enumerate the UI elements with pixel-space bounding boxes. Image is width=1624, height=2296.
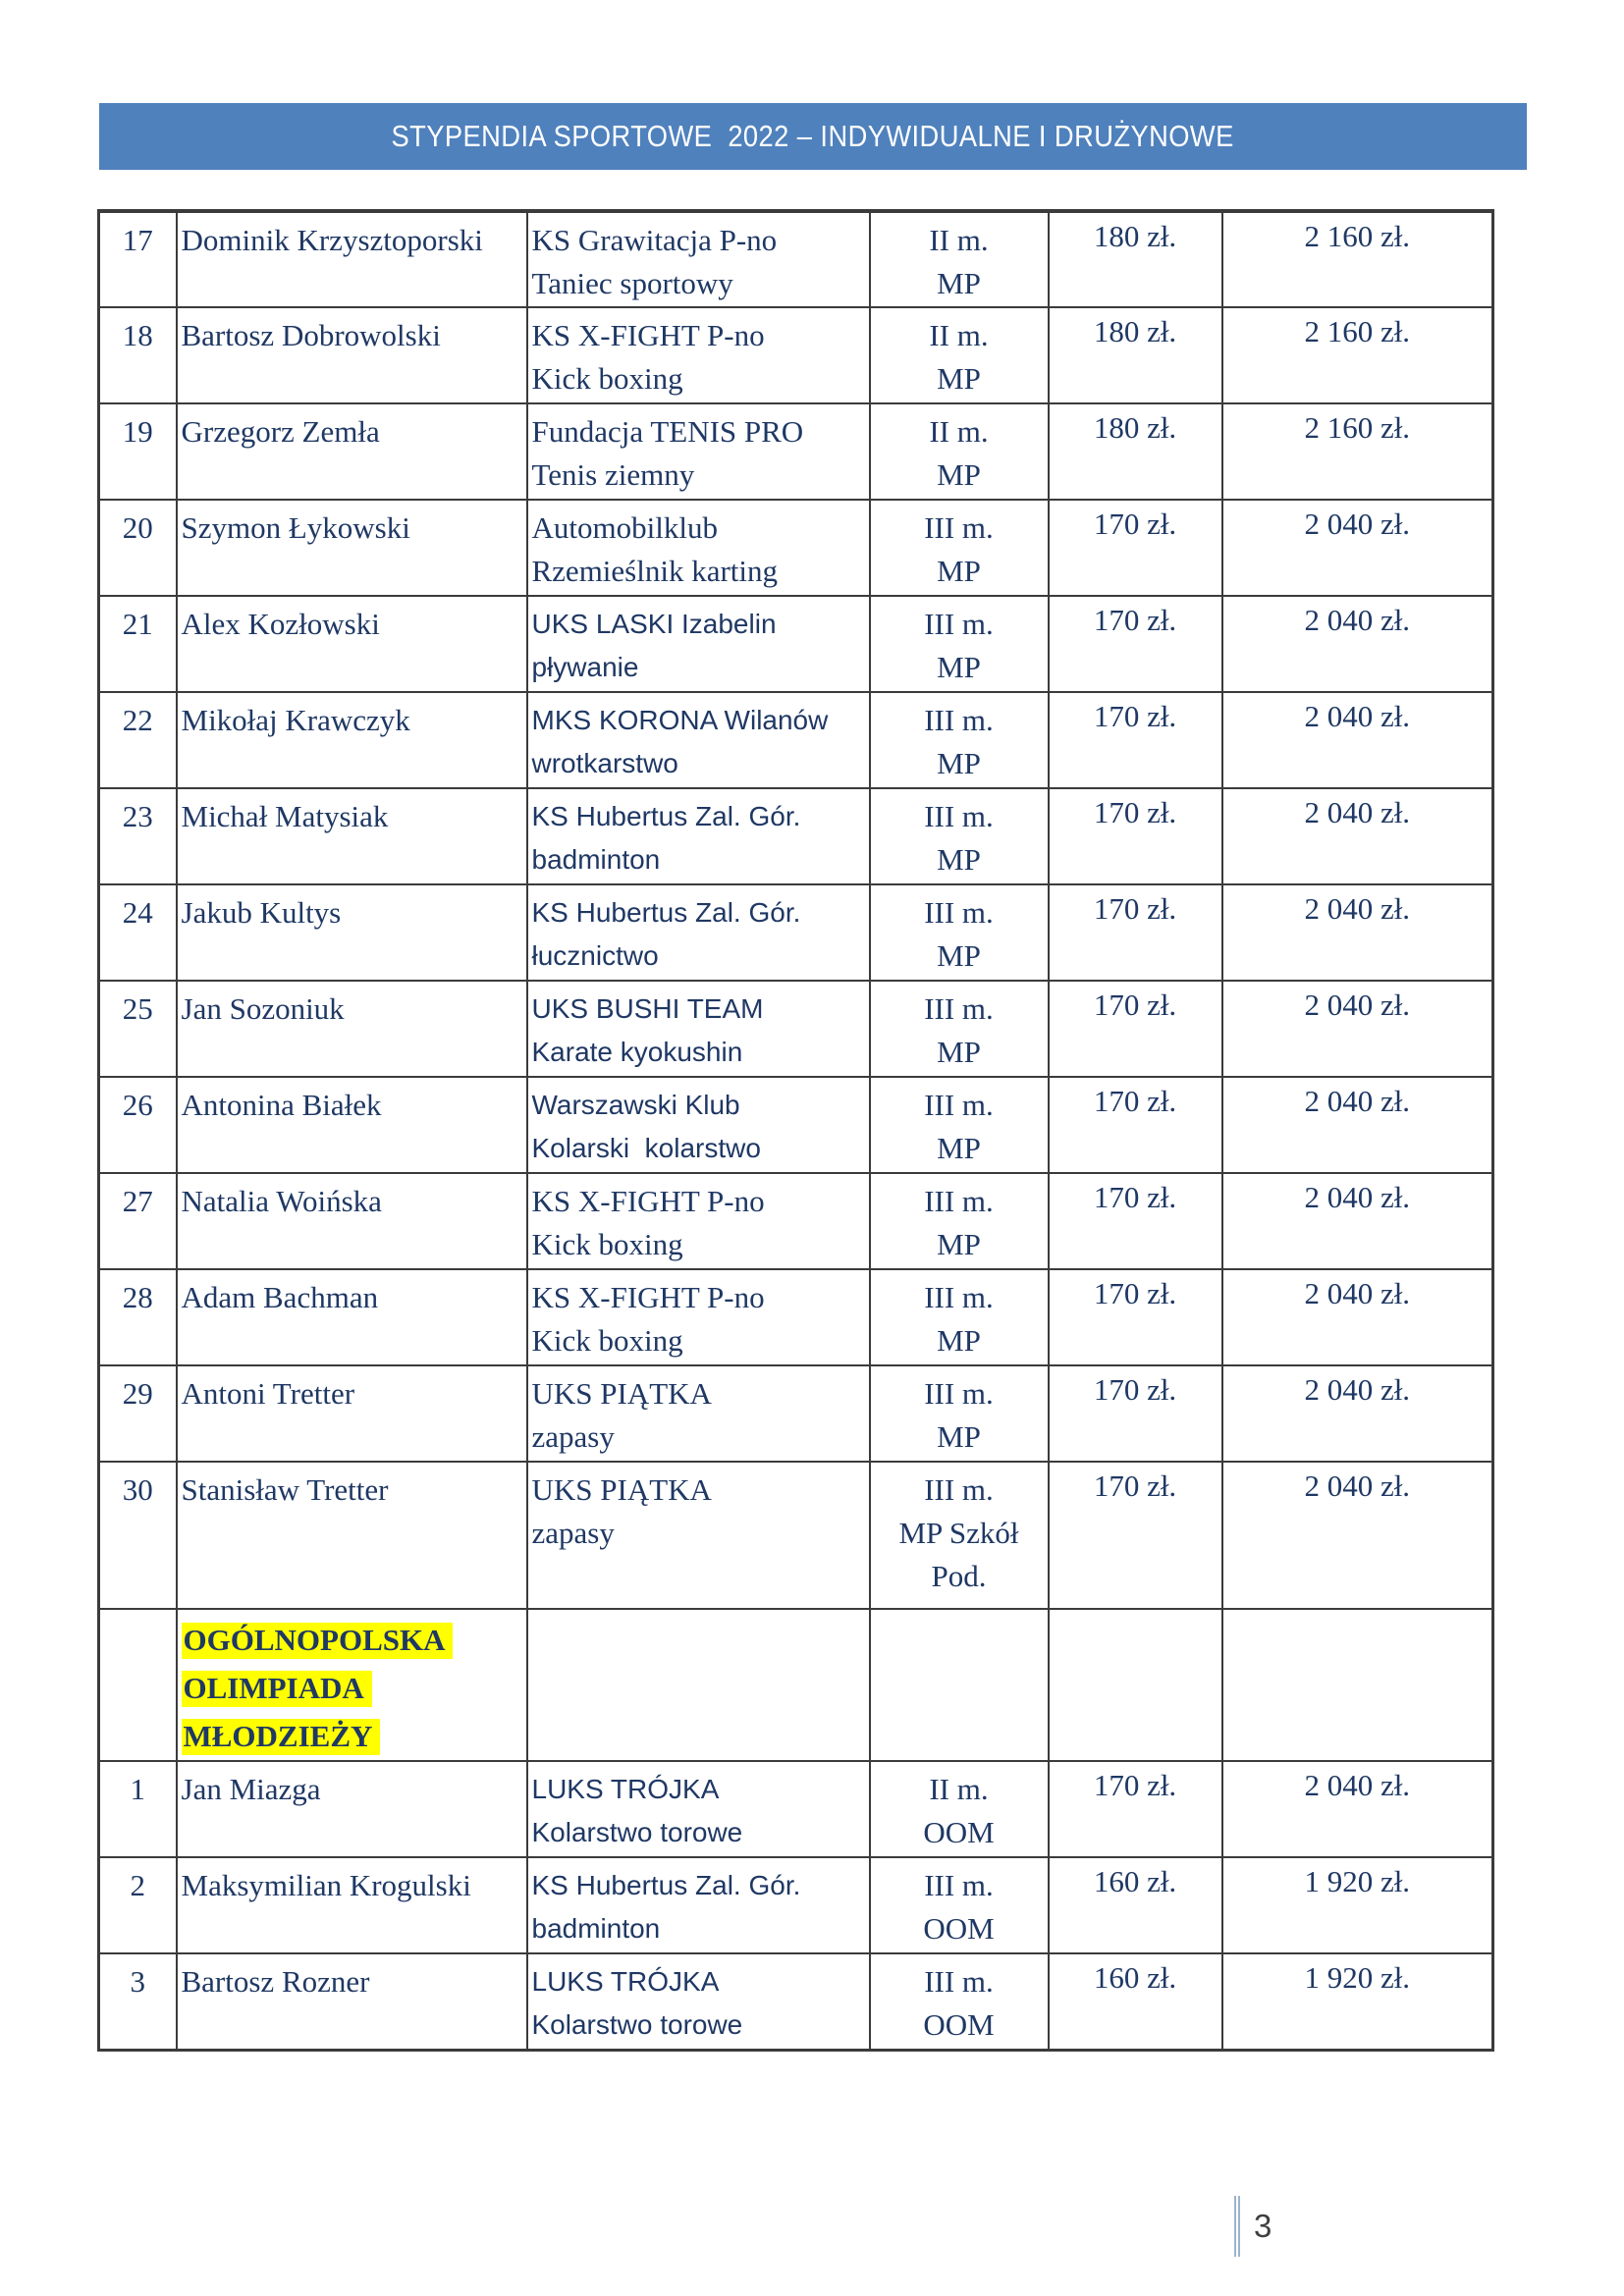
- place-cell: [870, 884, 1049, 981]
- club-line: LUKS TRÓJKA: [531, 1774, 720, 1804]
- monthly-amount-cell: 170 zł.: [1049, 1173, 1222, 1269]
- athlete-name-cell: Antoni Tretter: [177, 1365, 527, 1462]
- table-row: [99, 1462, 1493, 1609]
- athlete-name-cell: Alex Kozłowski: [177, 596, 527, 692]
- row-number-cell: 1: [99, 1761, 177, 1857]
- club-discipline-cell: [527, 1077, 870, 1173]
- place-line: MP: [937, 1035, 981, 1069]
- athlete-name-cell: Szymon Łykowski: [177, 500, 527, 596]
- place-cell: [870, 1077, 1049, 1173]
- athlete-name-cell: Bartosz Dobrowolski: [177, 307, 527, 403]
- club-discipline-cell: [527, 403, 870, 500]
- club-line: LUKS TRÓJKA: [531, 1966, 720, 1997]
- club-discipline-cell: [527, 500, 870, 596]
- table-row: [99, 884, 1493, 981]
- place-line: III m.: [924, 799, 994, 833]
- place-line: III m.: [924, 1868, 994, 1902]
- club-discipline-cell: [527, 692, 870, 788]
- club-line: łucznictwo: [531, 940, 659, 971]
- monthly-amount-cell: 170 zł.: [1049, 596, 1222, 692]
- table-row: [99, 1857, 1493, 1953]
- club-discipline-cell: [527, 596, 870, 692]
- club-discipline-cell: [527, 1857, 870, 1953]
- table-row: [99, 1077, 1493, 1173]
- club-line: badminton: [531, 844, 661, 875]
- row-number-cell: 27: [99, 1173, 177, 1269]
- monthly-amount-cell: 170 zł.: [1049, 884, 1222, 981]
- place-line: MP: [937, 1227, 981, 1261]
- table-row: [99, 596, 1493, 692]
- section-title-cell: [177, 1609, 527, 1761]
- total-amount-cell: 2 160 zł.: [1222, 307, 1493, 403]
- place-line: OOM: [923, 2007, 995, 2042]
- club-line: KS X-FIGHT P-no: [531, 1280, 765, 1314]
- page-number-footer: [1234, 2196, 1272, 2257]
- club-line: Automobilklub: [531, 510, 718, 545]
- athlete-name-cell: Dominik Krzysztoporski: [177, 211, 527, 307]
- place-line: II m.: [929, 318, 989, 352]
- table-row: [99, 692, 1493, 788]
- club-line: KS X-FIGHT P-no: [531, 318, 765, 352]
- row-number-cell: 24: [99, 884, 177, 981]
- row-number-cell: 17: [99, 211, 177, 307]
- total-amount-cell: 2 040 zł.: [1222, 692, 1493, 788]
- place-line: III m.: [924, 1376, 994, 1411]
- club-discipline-cell: [527, 1269, 870, 1365]
- club-line: KS X-FIGHT P-no: [531, 1184, 765, 1218]
- club-discipline-cell: [527, 1953, 870, 2050]
- place-cell: [870, 1365, 1049, 1462]
- place-line: II m.: [929, 223, 989, 257]
- monthly-amount-cell: [1049, 1609, 1222, 1761]
- place-cell: [870, 1761, 1049, 1857]
- row-number-cell: 28: [99, 1269, 177, 1365]
- place-line: III m.: [924, 991, 994, 1026]
- table-row: [99, 500, 1493, 596]
- total-amount-cell: 2 040 zł.: [1222, 500, 1493, 596]
- place-line: MP: [937, 554, 981, 588]
- total-amount-cell: [1222, 1609, 1493, 1761]
- total-amount-cell: 2 040 zł.: [1222, 1077, 1493, 1173]
- club-discipline-cell: [527, 884, 870, 981]
- row-number-cell: 22: [99, 692, 177, 788]
- club-discipline-cell: [527, 211, 870, 307]
- row-number-cell: 23: [99, 788, 177, 884]
- place-line: MP: [937, 938, 981, 973]
- place-line: MP: [937, 650, 981, 684]
- athlete-name-cell: Mikołaj Krawczyk: [177, 692, 527, 788]
- club-discipline-cell: [527, 1365, 870, 1462]
- table-row: [99, 1269, 1493, 1365]
- athlete-name-cell: Jakub Kultys: [177, 884, 527, 981]
- club-line: Warszawski Klub: [531, 1090, 740, 1120]
- club-line: Kick boxing: [531, 1227, 683, 1261]
- total-amount-cell: 1 920 zł.: [1222, 1857, 1493, 1953]
- club-line: Kolarstwo torowe: [531, 1817, 743, 1847]
- monthly-amount-cell: 170 zł.: [1049, 1077, 1222, 1173]
- club-discipline-cell: [527, 1462, 870, 1609]
- club-line: Fundacja TENIS PRO: [531, 414, 804, 449]
- table-row: [99, 1173, 1493, 1269]
- place-line: MP Szkół: [898, 1516, 1019, 1550]
- club-discipline-cell: [527, 1609, 870, 1761]
- total-amount-cell: 2 040 zł.: [1222, 1173, 1493, 1269]
- place-line: III m.: [924, 1184, 994, 1218]
- row-number-cell: 26: [99, 1077, 177, 1173]
- place-line: MP: [937, 1323, 981, 1358]
- row-number-cell: 25: [99, 981, 177, 1077]
- athlete-name-cell: Michał Matysiak: [177, 788, 527, 884]
- club-line: pływanie: [531, 652, 639, 682]
- athlete-name-cell: Maksymilian Krogulski: [177, 1857, 527, 1953]
- highlighted-text: OGÓLNOPOLSKA: [182, 1623, 454, 1659]
- club-line: Tenis ziemny: [531, 457, 695, 492]
- club-discipline-cell: [527, 1761, 870, 1857]
- place-cell: [870, 1462, 1049, 1609]
- table-row: [99, 1761, 1493, 1857]
- section-title-line: [182, 1664, 522, 1712]
- monthly-amount-cell: 170 zł.: [1049, 1761, 1222, 1857]
- page-number: 3: [1254, 2208, 1272, 2244]
- place-line: III m.: [924, 1964, 994, 1999]
- total-amount-cell: 2 040 zł.: [1222, 1365, 1493, 1462]
- place-line: III m.: [924, 1088, 994, 1122]
- place-line: MP: [937, 361, 981, 396]
- section-title-line: [182, 1616, 522, 1664]
- place-line: III m.: [924, 703, 994, 737]
- club-line: UKS PIĄTKA: [531, 1376, 712, 1411]
- club-discipline-cell: [527, 788, 870, 884]
- row-number-cell: 20: [99, 500, 177, 596]
- table-row: [99, 307, 1493, 403]
- club-line: UKS PIĄTKA: [531, 1472, 712, 1507]
- scholarship-table-body: [99, 211, 1493, 2050]
- monthly-amount-cell: 170 zł.: [1049, 500, 1222, 596]
- monthly-amount-cell: 170 zł.: [1049, 1269, 1222, 1365]
- total-amount-cell: 2 160 zł.: [1222, 403, 1493, 500]
- club-line: wrotkarstwo: [531, 748, 678, 778]
- document-title: STYPENDIA SPORTOWE 2022 – INDYWIDUALNE I DRUŻYNOWE: [391, 119, 1235, 153]
- place-line: OOM: [923, 1911, 995, 1946]
- club-line: UKS LASKI Izabelin: [531, 609, 777, 639]
- total-amount-cell: 2 040 zł.: [1222, 1761, 1493, 1857]
- total-amount-cell: 2 040 zł.: [1222, 1462, 1493, 1609]
- place-line: MP: [937, 1419, 981, 1454]
- club-line: UKS BUSHI TEAM: [531, 993, 764, 1024]
- club-line: Taniec sportowy: [531, 266, 733, 300]
- athlete-name-cell: Stanisław Tretter: [177, 1462, 527, 1609]
- place-cell: [870, 211, 1049, 307]
- monthly-amount-cell: 180 zł.: [1049, 307, 1222, 403]
- row-number-cell: 18: [99, 307, 177, 403]
- place-line: III m.: [924, 607, 994, 641]
- row-number-cell: 3: [99, 1953, 177, 2050]
- monthly-amount-cell: 170 zł.: [1049, 788, 1222, 884]
- monthly-amount-cell: 160 zł.: [1049, 1953, 1222, 2050]
- monthly-amount-cell: 170 zł.: [1049, 1365, 1222, 1462]
- place-cell: [870, 1609, 1049, 1761]
- place-cell: [870, 307, 1049, 403]
- place-line: OOM: [923, 1815, 995, 1849]
- place-line: MP: [937, 457, 981, 492]
- place-line: III m.: [924, 1280, 994, 1314]
- club-line: KS Hubertus Zal. Gór.: [531, 897, 801, 928]
- scholarship-table: [97, 209, 1494, 2052]
- club-line: KS Hubertus Zal. Gór.: [531, 1870, 801, 1900]
- place-line: Pod.: [931, 1559, 987, 1593]
- athlete-name-cell: Grzegorz Zemła: [177, 403, 527, 500]
- place-line: III m.: [924, 510, 994, 545]
- place-line: MP: [937, 1131, 981, 1165]
- place-line: II m.: [929, 414, 989, 449]
- place-cell: [870, 1857, 1049, 1953]
- place-cell: [870, 403, 1049, 500]
- monthly-amount-cell: 180 zł.: [1049, 211, 1222, 307]
- highlighted-text: OLIMPIADA: [182, 1671, 372, 1707]
- row-number-cell: 19: [99, 403, 177, 500]
- place-line: MP: [937, 746, 981, 780]
- place-line: MP: [937, 842, 981, 877]
- club-line: Kolarstwo torowe: [531, 2009, 743, 2040]
- athlete-name-cell: Jan Sozoniuk: [177, 981, 527, 1077]
- monthly-amount-cell: 170 zł.: [1049, 981, 1222, 1077]
- place-cell: [870, 1173, 1049, 1269]
- total-amount-cell: 2 040 zł.: [1222, 884, 1493, 981]
- monthly-amount-cell: 160 zł.: [1049, 1857, 1222, 1953]
- section-header-row: [99, 1609, 1493, 1761]
- club-line: badminton: [531, 1913, 661, 1944]
- club-line: Kolarski kolarstwo: [531, 1133, 761, 1163]
- club-discipline-cell: [527, 307, 870, 403]
- place-cell: [870, 1953, 1049, 2050]
- club-line: KS Grawitacja P-no: [531, 223, 778, 257]
- club-line: KS Hubertus Zal. Gór.: [531, 801, 801, 831]
- table-row: [99, 211, 1493, 307]
- place-line: III m.: [924, 895, 994, 930]
- place-line: II m.: [929, 1772, 989, 1806]
- club-line: Kick boxing: [531, 1323, 683, 1358]
- athlete-name-cell: Antonina Białek: [177, 1077, 527, 1173]
- section-title-line: [182, 1712, 522, 1760]
- place-cell: [870, 981, 1049, 1077]
- club-discipline-cell: [527, 1173, 870, 1269]
- athlete-name-cell: Jan Miazga: [177, 1761, 527, 1857]
- place-line: III m.: [924, 1472, 994, 1507]
- total-amount-cell: 1 920 zł.: [1222, 1953, 1493, 2050]
- total-amount-cell: 2 160 zł.: [1222, 211, 1493, 307]
- row-number-cell: 30: [99, 1462, 177, 1609]
- total-amount-cell: 2 040 zł.: [1222, 788, 1493, 884]
- club-line: zapasy: [531, 1419, 615, 1454]
- row-number-cell: 29: [99, 1365, 177, 1462]
- place-cell: [870, 500, 1049, 596]
- row-number-cell: [99, 1609, 177, 1761]
- table-row: [99, 403, 1493, 500]
- place-cell: [870, 788, 1049, 884]
- highlighted-text: MŁODZIEŻY: [182, 1719, 381, 1755]
- table-row: [99, 788, 1493, 884]
- table-row: [99, 1953, 1493, 2050]
- athlete-name-cell: Adam Bachman: [177, 1269, 527, 1365]
- total-amount-cell: 2 040 zł.: [1222, 1269, 1493, 1365]
- table-row: [99, 1365, 1493, 1462]
- document-title-bar: [99, 103, 1527, 170]
- place-cell: [870, 692, 1049, 788]
- monthly-amount-cell: 170 zł.: [1049, 1462, 1222, 1609]
- table-row: [99, 981, 1493, 1077]
- place-cell: [870, 1269, 1049, 1365]
- athlete-name-cell: Natalia Woińska: [177, 1173, 527, 1269]
- total-amount-cell: 2 040 zł.: [1222, 596, 1493, 692]
- club-line: MKS KORONA Wilanów: [531, 705, 829, 735]
- club-discipline-cell: [527, 981, 870, 1077]
- club-line: Kick boxing: [531, 361, 683, 396]
- athlete-name-cell: Bartosz Rozner: [177, 1953, 527, 2050]
- monthly-amount-cell: 170 zł.: [1049, 692, 1222, 788]
- monthly-amount-cell: 180 zł.: [1049, 403, 1222, 500]
- club-line: Karate kyokushin: [531, 1037, 743, 1067]
- place-cell: [870, 596, 1049, 692]
- club-line: Rzemieślnik karting: [531, 554, 779, 588]
- total-amount-cell: 2 040 zł.: [1222, 981, 1493, 1077]
- place-line: MP: [937, 266, 981, 300]
- club-line: zapasy: [531, 1516, 615, 1550]
- row-number-cell: 21: [99, 596, 177, 692]
- row-number-cell: 2: [99, 1857, 177, 1953]
